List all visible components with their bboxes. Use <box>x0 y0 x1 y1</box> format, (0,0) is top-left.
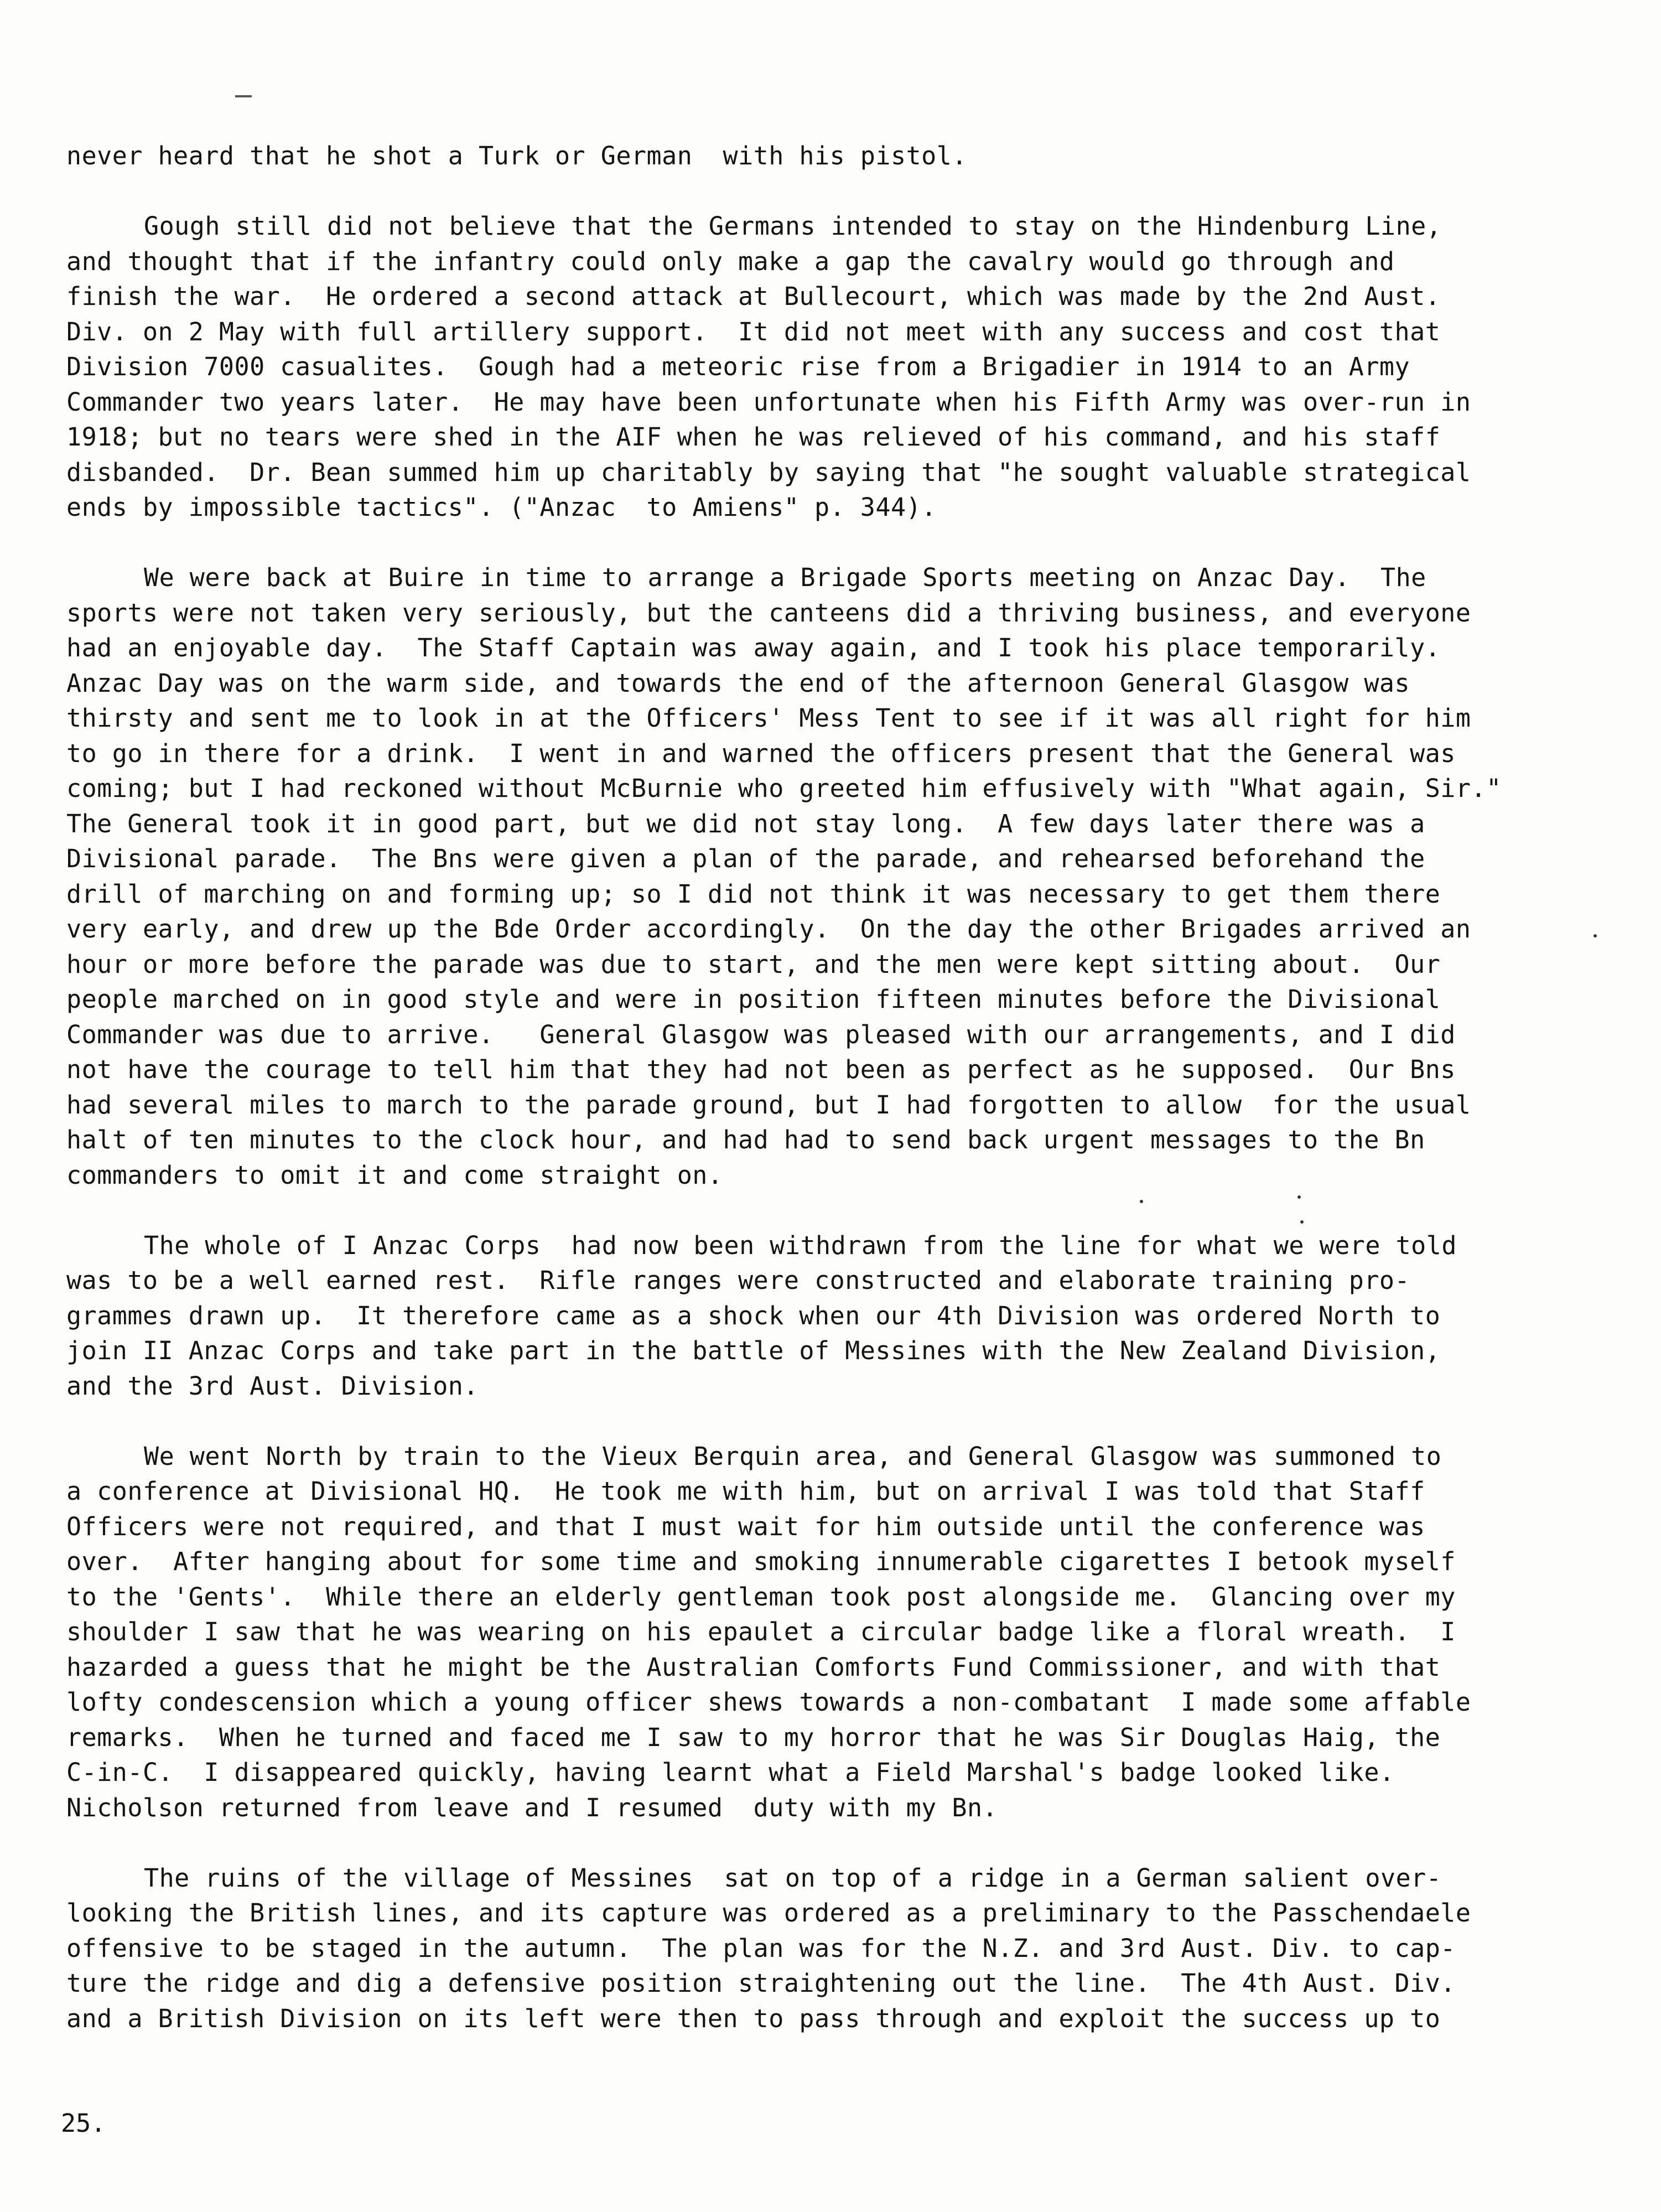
text-line: drill of marching on and forming up; so I did not think it was necessary to get them there <box>66 879 1441 909</box>
text-line: shoulder I saw that he was wearing on his epaulet a circular badge like a floral wreath. I <box>66 1617 1456 1646</box>
text-line: The General took it in good part, but we did not stay long. A few days later there was a <box>66 809 1425 838</box>
text-line: We went North by train to the Vieux Berquin area, and General Glasgow was summoned to <box>144 1441 1442 1471</box>
text-line: disbanded. Dr. Bean summed him up charitably by saying that "he sought valuable strategical <box>66 457 1471 487</box>
text-line: The whole of I Anzac Corps had now been withdrawn from the line for what we were told <box>144 1230 1457 1260</box>
text-line: and a British Division on its left were then to pass through and exploit the success up to <box>66 2003 1441 2033</box>
text-line: not have the courage to tell him that they had not been as perfect as he supposed. Our Bns <box>66 1055 1456 1084</box>
paragraph <box>66 560 1605 1193</box>
speck-mark <box>1140 1200 1143 1203</box>
text-line: Commander two years later. He may have been unfortunate when his Fifth Army was over-run in <box>66 387 1471 417</box>
paragraph <box>66 1861 1605 2037</box>
body-text <box>66 138 1605 2071</box>
text-line: We were back at Buire in time to arrange a Brigade Sports meeting on Anzac Day. The <box>144 563 1426 592</box>
text-line: over. After hanging about for some time and smoking innumerable cigarettes I betook myself <box>66 1547 1456 1576</box>
text-line: had an enjoyable day. The Staff Captain was away again, and I took his place temporarily. <box>66 633 1441 662</box>
text-line: remarks. When he turned and faced me I saw to my horror that he was Sir Douglas Haig, the <box>66 1722 1441 1752</box>
text-line: a conference at Divisional HQ. He took me with him, but on arrival I was told that Staff <box>66 1477 1425 1506</box>
text-line: Divisional parade. The Bns were given a plan of the parade, and rehearsed beforehand the <box>66 844 1425 873</box>
text-line: very early, and drew up the Bde Order accordingly. On the day the other Brigades arrived an <box>66 914 1471 944</box>
paragraph <box>66 1439 1605 1826</box>
paragraph <box>66 209 1605 525</box>
text-line: thirsty and sent me to look in at the Officers' Mess Tent to see if it was all right for him <box>66 703 1471 733</box>
page-number: 25. <box>61 2109 106 2138</box>
text-line: C-in-C. I disappeared quickly, having learnt what a Field Marshal's badge looked like. <box>66 1758 1395 1787</box>
text-line: and thought that if the infantry could only make a gap the cavalry would go through and <box>66 246 1395 276</box>
text-line: had several miles to march to the parade ground, but I had forgotten to allow for the usual <box>66 1090 1471 1120</box>
text-line: to go in there for a drink. I went in and warned the officers present that the General was <box>66 738 1456 768</box>
text-line: 1918; but no tears were shed in the AIF when he was relieved of his command, and his staff <box>66 422 1441 452</box>
text-line: Gough still did not believe that the Germans intended to stay on the Hindenburg Line, <box>144 211 1442 241</box>
speck-mark <box>1593 934 1597 937</box>
text-line: sports were not taken very seriously, but the canteens did a thriving business, and everyone <box>66 598 1471 628</box>
text-line: never heard that he shot a Turk or German with his pistol. <box>66 141 967 170</box>
text-line: ends by impossible tactics". ("Anzac to Amiens" p. 344). <box>66 493 937 522</box>
text-line: Officers were not required, and that I must wait for him outside until the conference was <box>66 1511 1425 1541</box>
speck-mark <box>1297 1195 1301 1199</box>
text-line: looking the British lines, and its capture was ordered as a preliminary to the Passchendaele <box>66 1898 1471 1928</box>
text-line: ture the ridge and dig a defensive position straightening out the line. The 4th Aust. Div. <box>66 1968 1456 1998</box>
text-line: The ruins of the village of Messines sat on top of a ridge in a German salient over- <box>144 1863 1442 1893</box>
paragraph <box>66 138 1605 174</box>
text-line: Nicholson returned from leave and I resumed duty with my Bn. <box>66 1793 998 1822</box>
text-line: grammes drawn up. It therefore came as a shock when our 4th Division was ordered North to <box>66 1301 1441 1330</box>
text-line: lofty condescension which a young officer shews towards a non-combatant I made some affable <box>66 1687 1471 1717</box>
text-line: finish the war. He ordered a second attack at Bullecourt, which was made by the 2nd Aust. <box>66 282 1441 311</box>
text-line: coming; but I had reckoned without McBurnie who greeted him effusively with "What again, Sir." <box>66 774 1502 803</box>
text-line: commanders to omit it and come straight on. <box>66 1160 723 1190</box>
speck-mark <box>1300 1220 1304 1224</box>
text-line: join II Anzac Corps and take part in the battle of Messines with the New Zealand Division, <box>66 1336 1441 1365</box>
stray-mark <box>235 95 252 97</box>
text-line: was to be a well earned rest. Rifle ranges were constructed and elaborate training pro- <box>66 1266 1410 1295</box>
text-line: halt of ten minutes to the clock hour, and had had to send back urgent messages to the Bn <box>66 1125 1425 1154</box>
text-line: Division 7000 casualites. Gough had a meteoric rise from a Brigadier in 1914 to an Army <box>66 352 1410 381</box>
text-line: offensive to be staged in the autumn. The plan was for the N.Z. and 3rd Aust. Div. to cap- <box>66 1933 1456 1963</box>
text-line: Div. on 2 May with full artillery support. It did not meet with any success and cost that <box>66 317 1441 346</box>
text-line: to the 'Gents'. While there an elderly gentleman took post alongside me. Glancing over my <box>66 1582 1456 1612</box>
paragraph <box>66 1228 1605 1404</box>
text-line: and the 3rd Aust. Division. <box>66 1371 479 1401</box>
text-line: Commander was due to arrive. General Glasgow was pleased with our arrangements, and I did <box>66 1019 1456 1049</box>
text-line: hazarded a guess that he might be the Australian Comforts Fund Commissioner, and with that <box>66 1652 1441 1682</box>
text-line: Anzac Day was on the warm side, and towards the end of the afternoon General Glasgow was <box>66 668 1410 698</box>
text-line: hour or more before the parade was due to start, and the men were kept sitting about. Our <box>66 949 1441 979</box>
text-line: people marched on in good style and were in position fifteen minutes before the Divisional <box>66 985 1441 1014</box>
